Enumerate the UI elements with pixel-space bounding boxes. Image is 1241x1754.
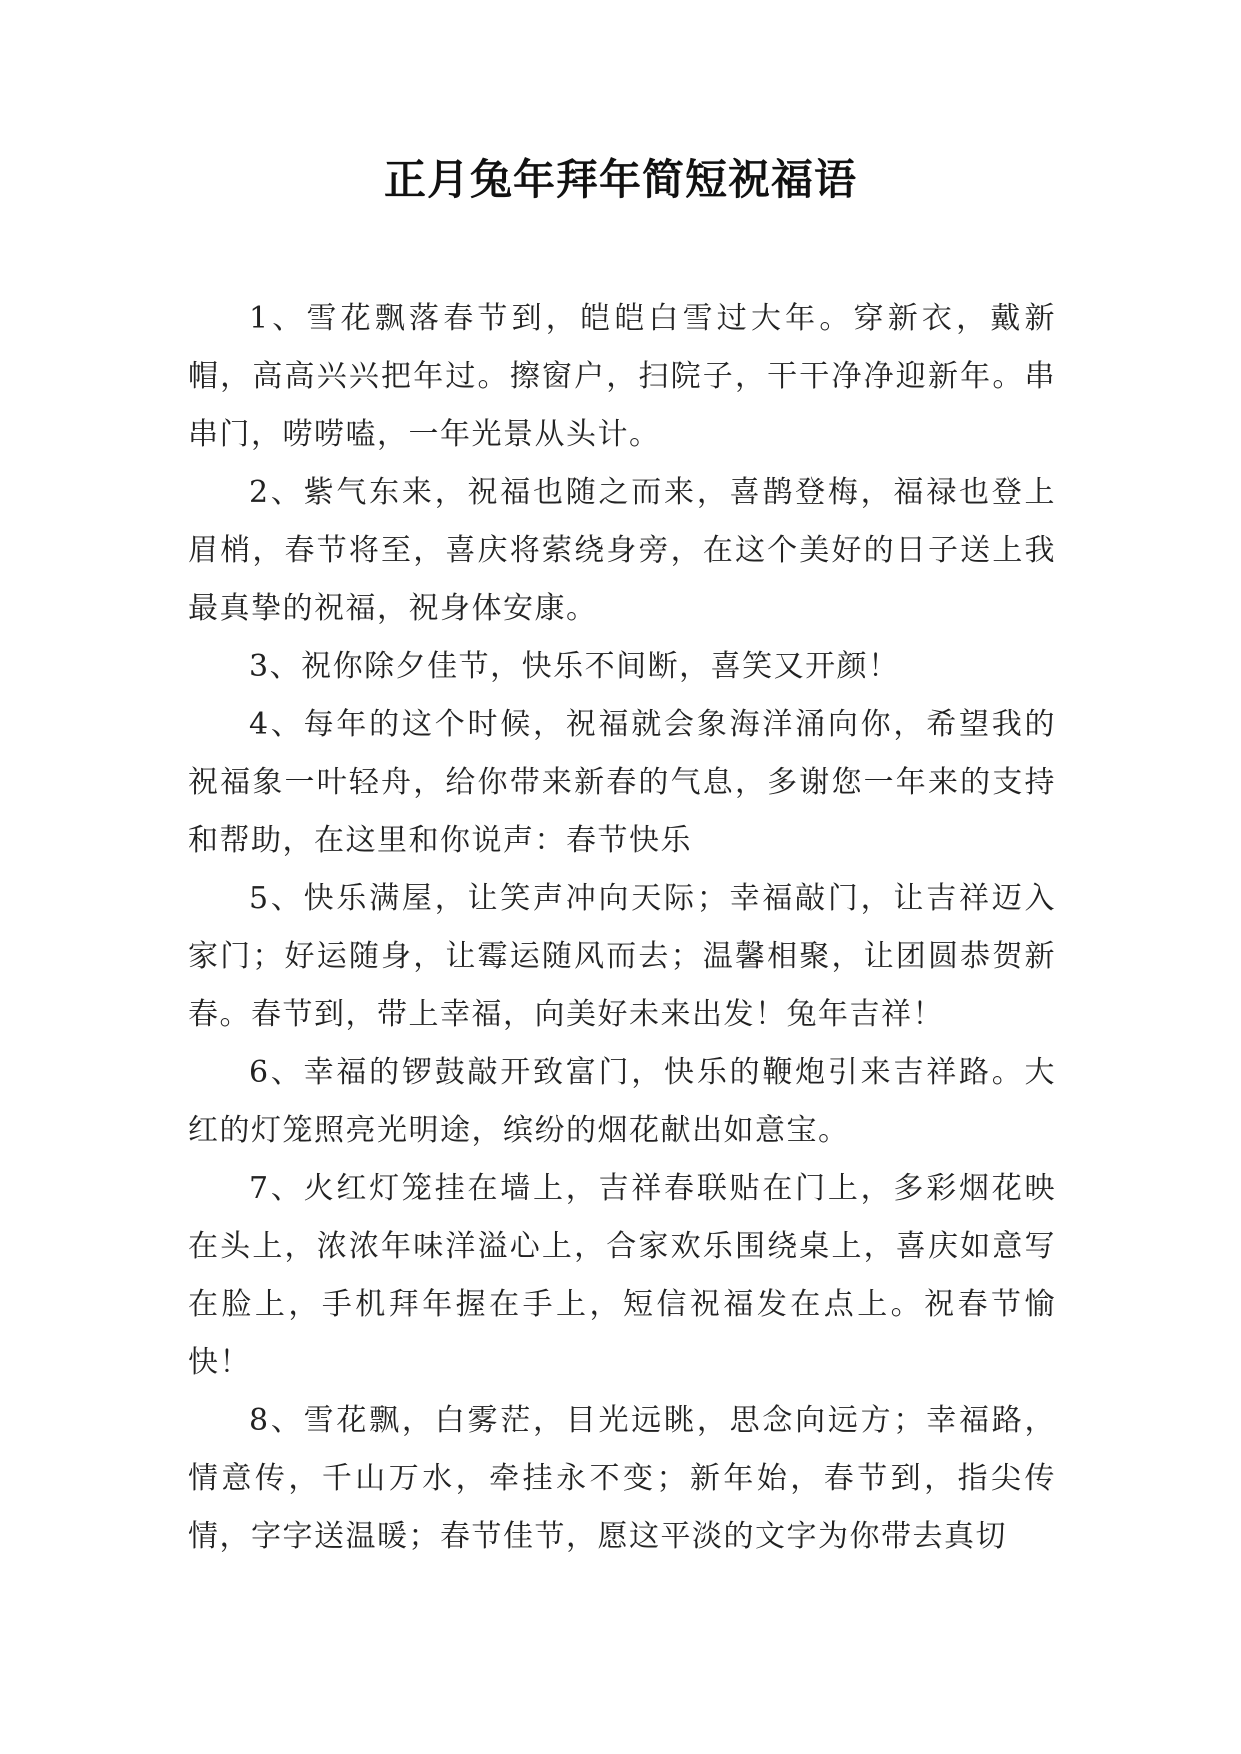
paragraph-4: 4、每年的这个时候，祝福就会象海洋涌向你，希望我的祝福象一叶轻舟，给你带来新春的气息，多谢您一年来的支持和帮助，在这里和你说声：春节快乐 xyxy=(188,707,1056,858)
paragraph-8: 8、雪花飘，白雾茫，目光远眺，思念向远方；幸福路，情意传，千山万水，牵挂永不变；新年始，春节到，指尖传情，字字送温暖；春节佳节，愿这平淡的文字为你带去真切 xyxy=(188,1403,1056,1554)
paragraph-2: 2、紫气东来，祝福也随之而来，喜鹊登梅，福禄也登上眉梢，春节将至，喜庆将萦绕身旁，在这个美好的日子送上我最真挚的祝福，祝身体安康。 xyxy=(188,475,1056,626)
paragraph-5: 5、快乐满屋，让笑声冲向天际；幸福敲门，让吉祥迈入家门；好运随身，让霉运随风而去；温馨相聚，让团圆恭贺新春。春节到，带上幸福，向美好未来出发！兔年吉祥！ xyxy=(188,881,1056,1032)
document-body xyxy=(188,290,1056,1566)
paragraph-7: 7、火红灯笼挂在墙上，吉祥春联贴在门上，多彩烟花映在头上，浓浓年味洋溢心上，合家欢乐围绕桌上，喜庆如意写在脸上，手机拜年握在手上，短信祝福发在点上。祝春节愉快！ xyxy=(188,1171,1056,1380)
paragraph-6: 6、幸福的锣鼓敲开致富门，快乐的鞭炮引来吉祥路。大红的灯笼照亮光明途，缤纷的烟花献出如意宝。 xyxy=(188,1055,1056,1148)
document-title: 正月兔年拜年简短祝福语 xyxy=(383,155,857,204)
paragraph-3: 3、祝你除夕佳节，快乐不间断，喜笑又开颜！ xyxy=(249,649,900,684)
paragraph-1: 1、雪花飘落春节到，皑皑白雪过大年。穿新衣，戴新帽，高高兴兴把年过。擦窗户，扫院子，干干净净迎新年。串串门，唠唠嗑，一年光景从头计。 xyxy=(188,301,1056,452)
